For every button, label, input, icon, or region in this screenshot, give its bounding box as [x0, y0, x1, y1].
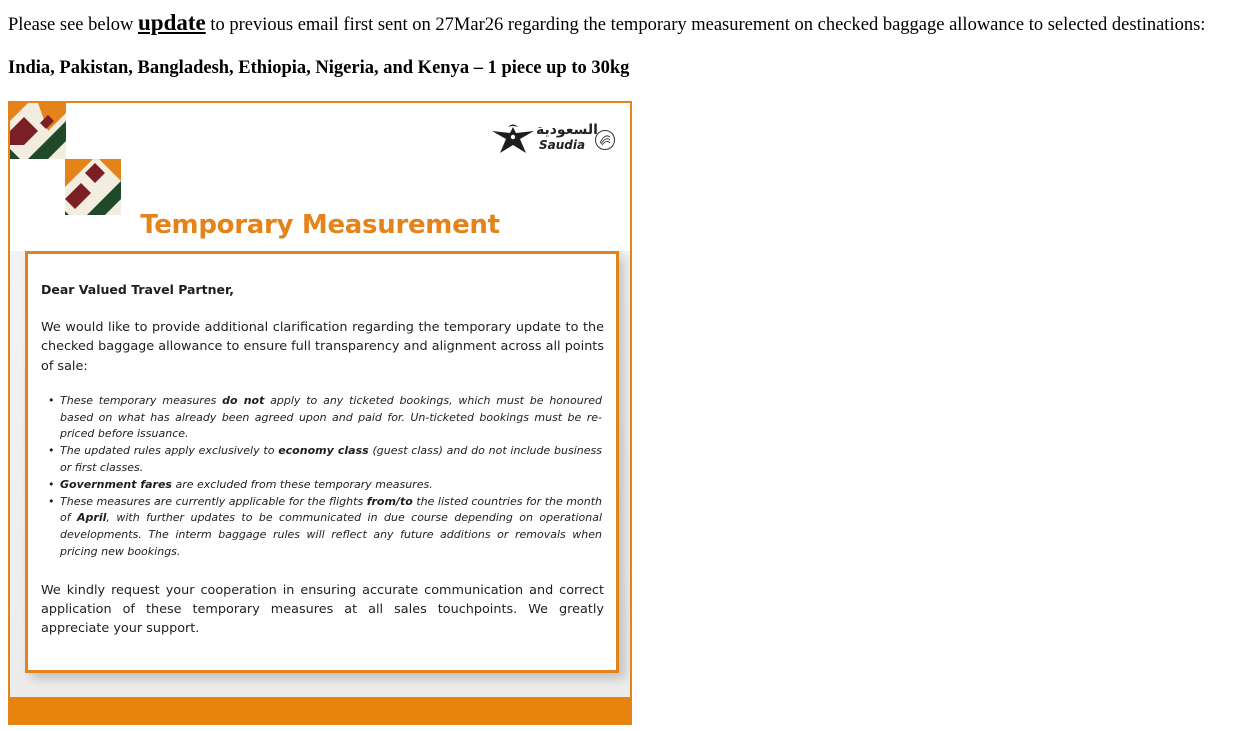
- geometric-pattern-icon: [65, 159, 121, 215]
- email-intro: [8, 9, 1205, 39]
- list-item: • Government fares are excluded from these temporary measures.: [60, 477, 604, 494]
- brand-latin: Saudia: [539, 138, 586, 152]
- destinations-line: India, Pakistan, Bangladesh, Ethiopia, Nigeria, and Kenya – 1 piece up to 30kg: [8, 58, 630, 78]
- list-item: • These temporary measures do not apply to any ticketed bookings, which must be honoured based on what has already been agreed upon and paid for. Un-ticketed bookings must be re-priced before issuance.: [60, 393, 604, 443]
- notice-card: [25, 251, 619, 673]
- measures-list: [41, 393, 604, 561]
- saudia-falcon-logo-icon: [490, 123, 536, 157]
- flyer-bottom-band: [10, 697, 630, 723]
- flyer-title: Temporary Measurement: [140, 210, 500, 240]
- temporary-measurement-flyer: [8, 101, 632, 725]
- greeting: Dear Valued Travel Partner,: [41, 282, 235, 297]
- brand-arabic: السعودية: [536, 122, 598, 138]
- intro-text-after: to previous email first sent on 27Mar26 regarding the temporary measurement on checked baggage allowance to selected destinations:: [205, 15, 1206, 35]
- geometric-pattern-icon: [10, 103, 66, 159]
- intro-paragraph: We would like to provide additional clarification regarding the temporary update to the checked baggage allowance to ensure full transparency and alignment across all points of sale:: [41, 320, 604, 374]
- closing-paragraph: We kindly request your cooperation in ensuring accurate communication and correct application of these temporary measures at all sales touchpoints. We greatly appreciate your support.: [41, 582, 604, 637]
- intro-text-before: Please see below: [8, 15, 138, 35]
- skyteam-seal-icon: [594, 129, 616, 151]
- saudia-logo: [490, 121, 620, 161]
- list-item: • These measures are currently applicable for the flights from/to the listed countries for the month of April, with further updates to be communicated in due course depending on operational developments. The interm baggage rules will reflect any future additions or removals when pricing new bookings.: [60, 494, 604, 561]
- list-item: • The updated rules apply exclusively to economy class (guest class) and do not include business or first classes.: [60, 443, 604, 477]
- intro-update-word: update: [137, 10, 206, 35]
